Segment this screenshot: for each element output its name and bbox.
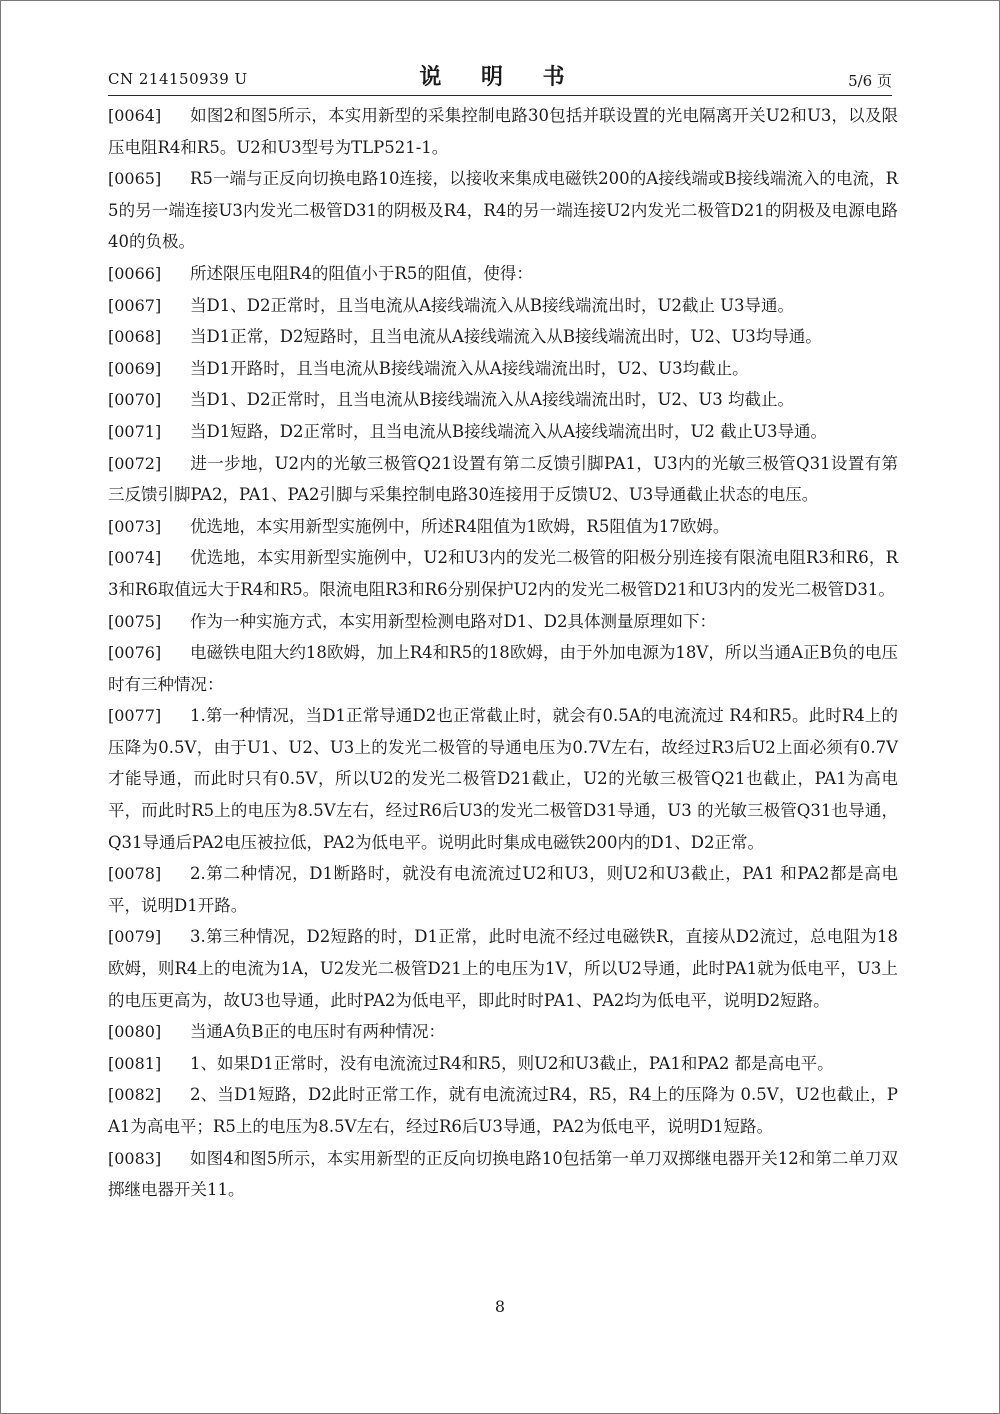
paragraph-text: 2、当D1短路，D2此时正常工作，就有电流流过R4，R5，R4上的压降为 0.5V，U2也截止，PA1为高电平；R5上的电压为8.5V左右，经过R6后U3导通，PA2为低电平，说明D1短路。 [108,1085,898,1136]
paragraph-number: [0076] [108,643,162,663]
paragraph-text: 2.第二种情况，D1断路时，就没有电流流过U2和U3，则U2和U3截止，PA1 和PA2都是高电平，说明D1开路。 [108,864,898,915]
paragraph-text: 当D1开路时，且当电流从B接线端流入从A接线端流出时，U2、U3均截止。 [190,358,749,378]
paragraph-text: 1.第一种情况，当D1正常导通D2也正常截止时，就会有0.5A的电流流过 R4和R5。此时R4上的压降为0.5V，由于U1、U2、U3上的发光二极管的导通电压为0.7V左右，故经过R3后U2上面必须有0.7V才能导通，而此时只有0.5V，所以U2的发光二极管D21截止，U2的光敏三极管Q21也截止，PA1为高电平，而此时R5上的电压为8.5V左右，经过R6后U3的发光二极管D31导通，U3 的光敏三极管Q31也导通，Q31导通后PA2电压被拉低，PA2为低电平。说明此时集成电磁铁200内的D1、D2正常。 [108,706,898,852]
paragraph-text: 优选地，本实用新型实施例中，U2和U3内的发光二极管的阳极分别连接有限流电阻R3和R6，R3和R6取值远大于R4和R5。限流电阻R3和R6分别保护U2内的发光二极管D21和U3内的发光二极管D31。 [108,548,898,599]
paragraph-0082 [108,1079,898,1142]
paragraph-0075 [108,606,898,638]
paragraph-number: [0073] [108,516,162,536]
paragraph-number: [0071] [108,421,162,441]
paragraph-text: 电磁铁电阻大约18欧姆，加上R4和R5的18欧姆，由于外加电源为18V，所以当通A正B负的电压时有三种情况： [108,643,898,694]
paragraph-0069 [108,353,898,385]
paragraph-number: [0082] [108,1085,162,1105]
paragraph-0074 [108,542,898,605]
paragraph-number: [0081] [108,1053,162,1073]
paragraph-0066 [108,258,898,290]
paragraph-text: 3.第三种情况，D2短路的时，D1正常，此时电流不经过电磁铁R，直接从D2流过，总电阻为18欧姆，则R4上的电流为1A，U2发光二极管D21上的电压为1V，所以U2导通，此时PA1就为低电平，U3上的电压更高为，故U3也导通，此时PA2为低电平，即此时时PA1、PA2均为低电平，说明D2短路。 [108,927,898,1010]
paragraph-number: [0075] [108,611,162,631]
paragraph-0070 [108,384,898,416]
paragraph-text: 如图4和图5所示，本实用新型的正反向切换电路10包括第一单刀双掷继电器开关12和第二单刀双掷继电器开关11。 [108,1148,898,1200]
paragraph-text: 优选地，本实用新型实施例中，所述R4阻值为1欧姆，R5阻值为17欧姆。 [190,516,730,536]
paragraph-0065 [108,163,898,258]
paragraph-text: 进一步地，U2内的光敏三极管Q21设置有第二反馈引脚PA1，U3内的光敏三极管Q31设置有第三反馈引脚PA2，PA1、PA2引脚与采集控制电路30连接用于反馈U2、U3导通截止状态的电压。 [108,453,898,505]
paragraph-text: 作为一种实施方式，本实用新型检测电路对D1、D2具体测量原理如下： [190,611,716,631]
header-divider [108,95,892,96]
paragraph-text: 当D1、D2正常时，且当电流从B接线端流入从A接线端流出时，U2、U3 均截止。 [190,390,795,410]
paragraph-number: [0064] [108,106,162,125]
paragraph-0072 [108,448,898,511]
paragraph-0068 [108,321,898,353]
document-title: 说 明 书 [419,64,581,90]
paragraph-0083 [108,1143,898,1206]
paragraph-0080 [108,1016,898,1048]
paragraph-0081 [108,1048,898,1080]
paragraph-text: 当通A负B正的电压时有两种情况： [190,1022,446,1042]
paragraph-number: [0080] [108,1022,162,1042]
paragraph-text: R5一端与正反向切换电路10连接，以接收来集成电磁铁200的A接线端或B接线端流入的电流，R5的另一端连接U3内发光二极管D31的阴极及R4，R4的另一端连接U2内发光二极管D21的阴极及电源电路40的负极。 [108,169,898,252]
paragraph-text: 所述限压电阻R4的阻值小于R5的阻值，使得： [190,263,533,283]
paragraph-number: [0079] [108,927,162,947]
paragraph-number: [0072] [108,453,162,473]
page-header [108,60,892,94]
paragraph-number: [0065] [108,169,162,189]
paragraph-0071 [108,416,898,448]
paragraph-number: [0069] [108,358,162,378]
paragraph-number: [0070] [108,390,162,410]
paragraph-number: [0077] [108,706,162,726]
paragraph-text: 1、如果D1正常时，没有电流流过R4和R5，则U2和U3截止，PA1和PA2 都是高电平。 [190,1053,834,1073]
paragraph-0067 [108,290,898,322]
paragraph-0064 [108,100,898,163]
paragraph-0077 [108,700,898,858]
paragraph-0076 [108,637,898,700]
paragraph-text: 当D1、D2正常时，且当电流从A接线端流入从B接线端流出时，U2截止 U3导通。 [190,295,795,315]
paragraph-number: [0078] [108,864,162,884]
publication-number: CN 214150939 U [108,70,248,88]
paragraph-number: [0067] [108,295,162,315]
paragraph-text: 当D1短路，D2正常时，且当电流从B接线端流入从A接线端流出时，U2 截止U3导通。 [190,421,828,441]
paragraph-number: [0068] [108,327,162,347]
description-body [108,100,898,1206]
paragraph-0079 [108,921,898,1016]
paragraph-number: [0066] [108,263,162,283]
paragraph-0073 [108,511,898,543]
paragraph-number: [0074] [108,548,162,568]
paragraph-0078 [108,858,898,921]
paragraph-text: 当D1正常，D2短路时，且当电流从A接线端流入从B接线端流出时，U2、U3均导通。 [190,327,822,347]
paragraph-number: [0083] [108,1148,162,1168]
page-fraction: 5/6 页 [848,72,892,90]
paragraph-text: 如图2和图5所示，本实用新型的采集控制电路30包括并联设置的光电隔离开关U2和U3，以及限压电阻R4和R5。U2和U3型号为TLP521-1。 [108,106,898,157]
page-number: 8 [494,1297,506,1316]
